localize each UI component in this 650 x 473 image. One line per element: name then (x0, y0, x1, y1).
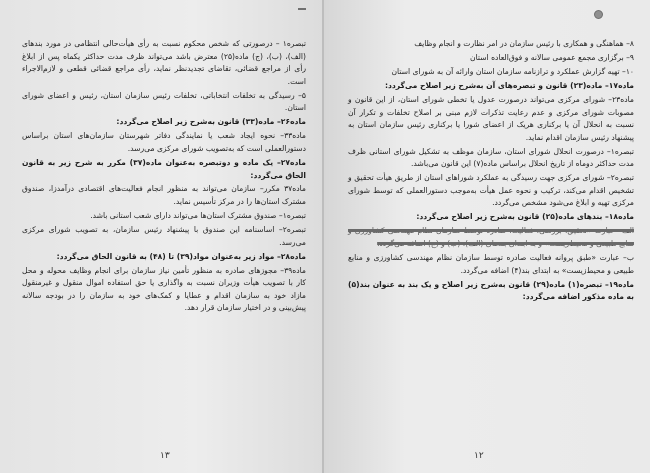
paragraph: ۵– رسیدگی به تخلفات انتخاباتی، تخلفات رئیس سازمان استان، رئیس و اعضای شورای استان. (22, 90, 306, 113)
article-heading: ماده۲۷– یک ماده و دوتبصره به‌عنوان ماده(۳۷) مکرر به شرح زیر به قانون الحاق می‌گردد: (22, 157, 306, 180)
article-heading: ماده۲۶– ماده(۳۳) قانون به‌شرح زیر اصلاح می‌گردد: (116, 117, 306, 127)
right-page (324, 0, 650, 473)
paragraph: ۹– برگزاری مجمع عمومی سالانه و فوق‌العاده استان (470, 52, 634, 62)
paragraph: ماده۳۳– نحوه ایجاد شعب یا نمایندگی دفاتر شهرستان سازمان‌های استان براساس دستورالعملی است که به‌تصویب شورای مرکزی می‌رسد. (22, 131, 306, 153)
paragraph: تبصره۱– صندوق مشترک استان‌ها می‌تواند دارای شعب استانی باشد. (90, 211, 306, 221)
article-heading: ماده۲۸– مواد زیر به‌عنوان مواد(۳۹) تا (۴۸) به قانون الحاق می‌گردد: (56, 251, 306, 261)
paragraph: ۸– هماهنگی و همکاری با رئیس سازمان در امر نظارت و انجام وظایف (414, 39, 634, 48)
left-page (0, 0, 324, 473)
paragraph: ماده۳۷ مکرر– سازمان می‌تواند به منظور انجام فعالیت‌های اقتصادی درآمدزا، صندوق مشترک استان‌ها را در مرکز تأسیس نماید. (22, 184, 306, 207)
paragraph: تبصره۱ – درصورتی که شخص محکوم نسبت به رأی هیأت‌حالی انتظامی در مورد بندهای (الف)، (ب)، (ج) ماده(۲۵) معترض باشد می‌تواند ظرف مدت حداکثر یکماه پس از ابلاغ رأی از مراجع قضائی، تقاضای تجدیدنظر نماید، رأی مراجع قضائی قطعی و لازم‌الاجراء است. (22, 39, 306, 86)
punch-hole-mark (594, 10, 603, 19)
paragraph: ماده۳۹– مجوزهای صادره به منظور تأمین نیاز سازمان برای انجام وظایف محوله و محل کار با تصویب هیأت وزیران نسبت به واگذاری یا حق استفاده اموال منقول و غیرمنقول مازاد خود به سازمان اقدام و عطایا و کمک‌های خود به سازمان را در بودجه سالانه پیش‌بینی و در اختیار سازمان قرار دهد. (22, 265, 306, 313)
paragraph: ۱۰– تهیه گزارش عملکرد و ترازنامه سازمان استان وارائه آن به شورای استان (391, 66, 634, 76)
article-heading: ماده۱۸– بندهای ماده(۲۵) قانون به‌شرح زیر اصلاح می‌گردد: (416, 212, 634, 222)
struck-paragraph: الف– عبارت «تحقیق، بررسی، فعالیت، صادره توسط سازمان نظام مهندسی کشاورزی و منابع طبیعی و محیط‌زیست» و به ابتدای بندهای (الف)، (ب) و (ج) اضافه می‌گردد. (348, 226, 634, 249)
paragraph: تبصره۱– درصورت انحلال شورای استان، سازمان موظف به تشکیل شورای استانی ظرف مدت حداکثر دوماه از تاریخ انحلال براساس ماده(۷) این قانون می‌باشد. (348, 146, 634, 169)
paragraph: ماده۲۳– شورای مرکزی می‌تواند درصورت عدول یا تخطی شورای استان، از این قانون و مصوبات شورای مرکزی و عدم رعایت تذکرات لازم مبنی بر اصلاح تخلفات و تکرار آن نسبت به انحلال آن یا برکناری هریک از اعضای شورا یا برکناری رئیس سازمان استان به پیشنهاد رئیس سازمان اقدام نماید. (348, 94, 634, 142)
paragraph: تبصره۲– اساسنامه این صندوق با پیشنهاد رئیس سازمان، به تصویب شورای مرکزی می‌رسد. (22, 225, 306, 247)
left-page-text (22, 38, 306, 315)
article-heading: ماده۱۹– تبصره(۱) ماده(۲۹) قانون به‌شرح زیر اصلاح و یک بند به عنوان بند(۵) به ماده مذکور اضافه می‌گردد: (348, 279, 635, 302)
page-number: ۱۲ (474, 451, 484, 461)
paragraph: ب– عبارت «طبق پروانه فعالیت صادره توسط سازمان نظام مهندسی کشاورزی و منابع طبیعی و محیط‌زیست» به ابتدای بند(۴) اضافه می‌گردد. (348, 253, 634, 275)
paragraph: تبصره۲– شورای مرکزی جهت رسیدگی به عملکرد شوراهای استان از طریق هیأت تحقیق و تشخیص اقدام می‌کند، ترکیب و نحوه عمل هیأت به‌موجب دستورالعملی که توسط شورای مرکزی تهیه و ابلاغ می‌شود مشخص می‌گردد. (348, 173, 634, 208)
right-page-text (348, 38, 634, 304)
article-heading: ماده۱۷– ماده(۲۳) قانون و تبصره‌های آن به‌شرح زیر اصلاح می‌گردد: (384, 80, 634, 90)
page-number: ۱۳ (160, 451, 170, 461)
binder-mark (298, 8, 306, 10)
